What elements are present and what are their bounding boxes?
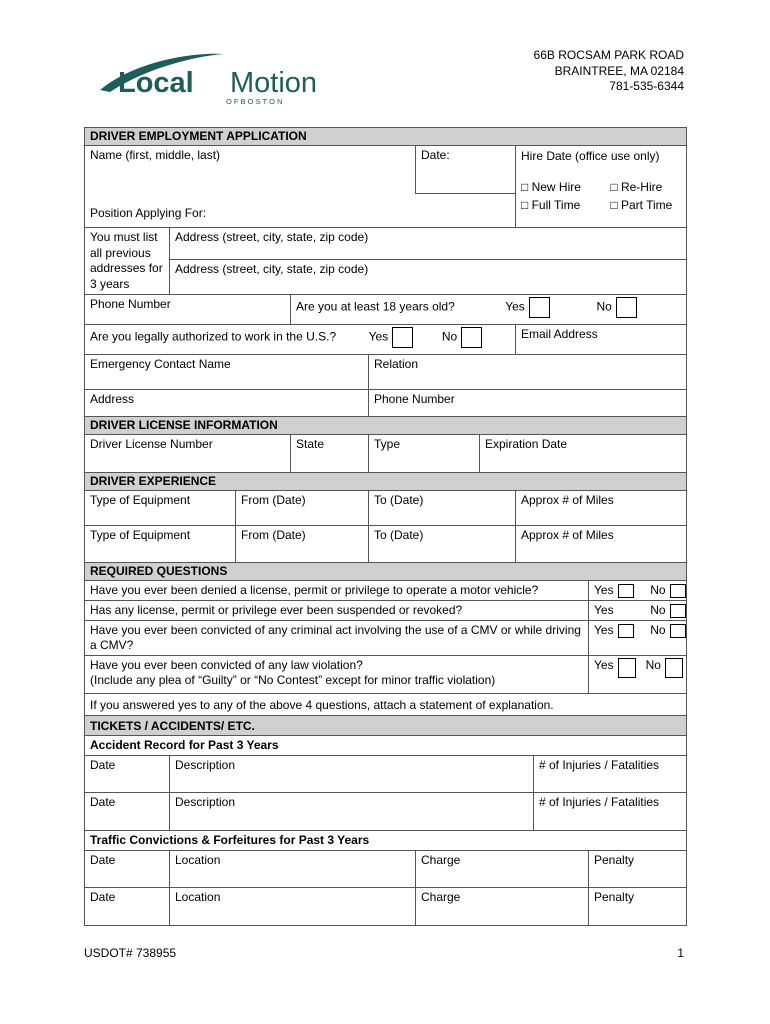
traffic-date-field-1[interactable]: [85, 851, 170, 888]
authorized-yes-checkbox[interactable]: [392, 327, 413, 348]
license-type-label: Type: [374, 437, 401, 451]
authorized-yes-label: Yes: [368, 329, 389, 344]
question-1-answer: [589, 581, 687, 601]
q1-yes-checkbox[interactable]: [618, 584, 634, 598]
logo-text-light: Motion: [230, 67, 318, 99]
traffic-convictions-title: Traffic Convictions & Forfeitures for Past 3 Years: [85, 831, 687, 851]
application-form: [84, 127, 687, 926]
accident-description-label: Description: [175, 795, 236, 809]
question-4-line1: Have you ever been convicted of any law violation?: [90, 658, 363, 672]
q2-no-label: No: [650, 603, 666, 617]
to-date-field-1[interactable]: [369, 491, 516, 526]
page-number: 1: [677, 946, 684, 960]
new-hire-option[interactable]: □ New Hire: [521, 180, 581, 194]
section-header-application: DRIVER EMPLOYMENT APPLICATION: [85, 128, 687, 146]
age-question-label: Are you at least 18 years old?: [296, 299, 455, 314]
to-date-label: To (Date): [374, 528, 424, 542]
hire-date-field: [516, 146, 687, 228]
company-address: [534, 48, 684, 95]
q2-no-checkbox[interactable]: [670, 604, 686, 618]
emergency-label: Emergency Contact Name: [90, 357, 231, 371]
license-type-field[interactable]: [369, 435, 480, 473]
section-header-experience: DRIVER EXPERIENCE: [85, 473, 687, 491]
address-label: Address: [90, 392, 135, 406]
to-date-label: To (Date): [374, 493, 424, 507]
accident-date-label: Date: [90, 795, 116, 809]
accident-injuries-label: # of Injuries / Fatalities: [539, 758, 660, 772]
from-date-field-2[interactable]: [236, 526, 369, 563]
traffic-charge-label: Charge: [421, 890, 461, 904]
traffic-date-field-2[interactable]: [85, 888, 170, 926]
question-4-answer: [589, 656, 687, 694]
date-field[interactable]: [416, 146, 516, 194]
company-logo: [96, 50, 336, 106]
q3-yes-checkbox[interactable]: [618, 624, 634, 638]
hire-date-label: Hire Date (office use only): [521, 149, 660, 163]
q3-no-label: No: [650, 623, 666, 637]
traffic-location-label: Location: [175, 890, 221, 904]
accident-injuries-field-1[interactable]: [534, 756, 687, 793]
accident-description-label: Description: [175, 758, 236, 772]
q4-yes-label: Yes: [594, 658, 614, 672]
accident-description-field-2[interactable]: [170, 793, 534, 831]
name-field[interactable]: [85, 146, 416, 194]
address2-field[interactable]: [170, 260, 687, 295]
q1-no-checkbox[interactable]: [670, 584, 686, 598]
equipment-label: Type of Equipment: [90, 493, 191, 507]
age-yes-checkbox[interactable]: [529, 297, 550, 318]
license-state-field[interactable]: [291, 435, 369, 473]
miles-field-1[interactable]: [516, 491, 687, 526]
part-time-option[interactable]: □ Part Time: [610, 198, 673, 212]
logo-subtext: O F B O S T O N: [226, 97, 283, 106]
traffic-penalty-label: Penalty: [594, 853, 635, 867]
traffic-charge-field-2[interactable]: [416, 888, 589, 926]
accident-description-field-1[interactable]: [170, 756, 534, 793]
questions-note: If you answered yes to any of the above 4 questions, attach a statement of explanation.: [85, 694, 687, 716]
phone2-label: Phone Number: [374, 392, 455, 406]
date-label: Date:: [421, 148, 450, 162]
name-label: Name (first, middle, last): [90, 148, 221, 162]
equipment-label: Type of Equipment: [90, 528, 191, 542]
address-instruction: You must list all previous addresses for 3 years: [85, 228, 170, 295]
relation-label: Relation: [374, 357, 419, 371]
logo-swoosh-icon: [96, 50, 336, 106]
phone-label: Phone Number: [90, 297, 171, 311]
address-line1: 66B ROCSAM PARK ROAD: [533, 48, 684, 62]
traffic-charge-label: Charge: [421, 853, 461, 867]
authorized-no-checkbox[interactable]: [461, 327, 482, 348]
email-label: Email Address: [521, 327, 598, 341]
section-header-license: DRIVER LICENSE INFORMATION: [85, 417, 687, 435]
address1-field[interactable]: [170, 228, 687, 260]
question-2-answer: [589, 601, 687, 621]
license-number-label: Driver License Number: [90, 437, 213, 451]
section-header-questions: REQUIRED QUESTIONS: [85, 563, 687, 581]
license-expiration-label: Expiration Date: [485, 437, 568, 451]
usdot-number: USDOT# 738955: [84, 946, 177, 960]
age-question: [291, 295, 687, 325]
traffic-date-label: Date: [90, 890, 116, 904]
relation-field[interactable]: [369, 355, 687, 390]
authorized-question-label: Are you legally authorized to work in the U.S.?: [90, 329, 337, 344]
address2-label: Address (street, city, state, zip code): [175, 262, 369, 277]
position-field[interactable]: [85, 194, 516, 228]
traffic-penalty-field-1[interactable]: [589, 851, 687, 888]
accident-date-field-2[interactable]: [85, 793, 170, 831]
q3-no-checkbox[interactable]: [670, 624, 686, 638]
question-3: Have you ever been convicted of any criminal act involving the use of a CMV or while driving a CMV?: [85, 621, 589, 656]
from-date-label: From (Date): [241, 528, 306, 542]
question-4: [85, 656, 589, 694]
address1-label: Address (street, city, state, zip code): [175, 230, 369, 244]
question-3-answer: [589, 621, 687, 656]
address-line2: BRAINTREE, MA 02184: [554, 63, 684, 78]
from-date-label: From (Date): [241, 493, 306, 507]
authorized-question: [85, 325, 516, 355]
age-yes-label: Yes: [505, 299, 525, 314]
emergency-contact-field[interactable]: [85, 355, 369, 390]
license-state-label: State: [296, 437, 325, 451]
traffic-date-label: Date: [90, 853, 116, 867]
logo-text-bold: Local: [118, 67, 194, 99]
accident-date-field-1[interactable]: [85, 756, 170, 793]
age-no-checkbox[interactable]: [616, 297, 637, 318]
question-1: Have you ever been denied a license, permit or privilege to operate a motor vehicle?: [85, 581, 589, 601]
accident-injuries-label: # of Injuries / Fatalities: [539, 795, 660, 809]
re-hire-label: Re-Hire: [620, 180, 663, 194]
miles-label: Approx # of Miles: [521, 493, 614, 507]
emergency-phone-field[interactable]: [369, 390, 687, 417]
traffic-location-field-1[interactable]: [170, 851, 416, 888]
full-time-option[interactable]: □ Full Time: [521, 198, 581, 212]
miles-field-2[interactable]: [516, 526, 687, 563]
question-2: Has any license, permit or privilege ever been suspended or revoked?: [85, 601, 589, 621]
company-phone: 781-535-6344: [609, 79, 684, 93]
accident-record-title: Accident Record for Past 3 Years: [85, 736, 687, 756]
miles-label: Approx # of Miles: [521, 528, 614, 542]
equipment-field-2[interactable]: [85, 526, 236, 563]
q4-no-label: No: [645, 658, 661, 672]
q1-no-label: No: [650, 583, 666, 597]
full-time-label: Full Time: [531, 198, 581, 212]
emergency-address-field[interactable]: [85, 390, 369, 417]
traffic-penalty-field-2[interactable]: [589, 888, 687, 926]
section-header-tickets: TICKETS / ACCIDENTS/ ETC.: [85, 716, 687, 736]
position-label: Position Applying For:: [90, 206, 207, 220]
q1-yes-label: Yes: [594, 583, 614, 597]
phone-field[interactable]: [85, 295, 291, 325]
traffic-location-field-2[interactable]: [170, 888, 416, 926]
equipment-field-1[interactable]: [85, 491, 236, 526]
part-time-label: Part Time: [620, 198, 673, 212]
authorized-no-label: No: [441, 329, 458, 344]
new-hire-label: New Hire: [531, 180, 581, 194]
q4-yes-checkbox[interactable]: [618, 658, 636, 678]
question-4-line2: (Include any plea of “Guilty” or “No Contest” except for minor traffic violation): [90, 673, 496, 687]
to-date-field-2[interactable]: [369, 526, 516, 563]
license-number-field[interactable]: [85, 435, 291, 473]
traffic-charge-field-1[interactable]: [416, 851, 589, 888]
traffic-penalty-label: Penalty: [594, 890, 635, 904]
re-hire-option[interactable]: □ Re-Hire: [610, 180, 663, 194]
from-date-field-1[interactable]: [236, 491, 369, 526]
q2-yes-label: Yes: [594, 603, 614, 617]
traffic-location-label: Location: [175, 853, 221, 867]
email-field[interactable]: [516, 325, 687, 355]
q4-no-checkbox[interactable]: [665, 658, 683, 678]
q3-yes-label: Yes: [594, 623, 614, 637]
license-expiration-field[interactable]: [480, 435, 687, 473]
age-no-label: No: [596, 299, 612, 314]
accident-date-label: Date: [90, 758, 116, 772]
accident-injuries-field-2[interactable]: [534, 793, 687, 831]
